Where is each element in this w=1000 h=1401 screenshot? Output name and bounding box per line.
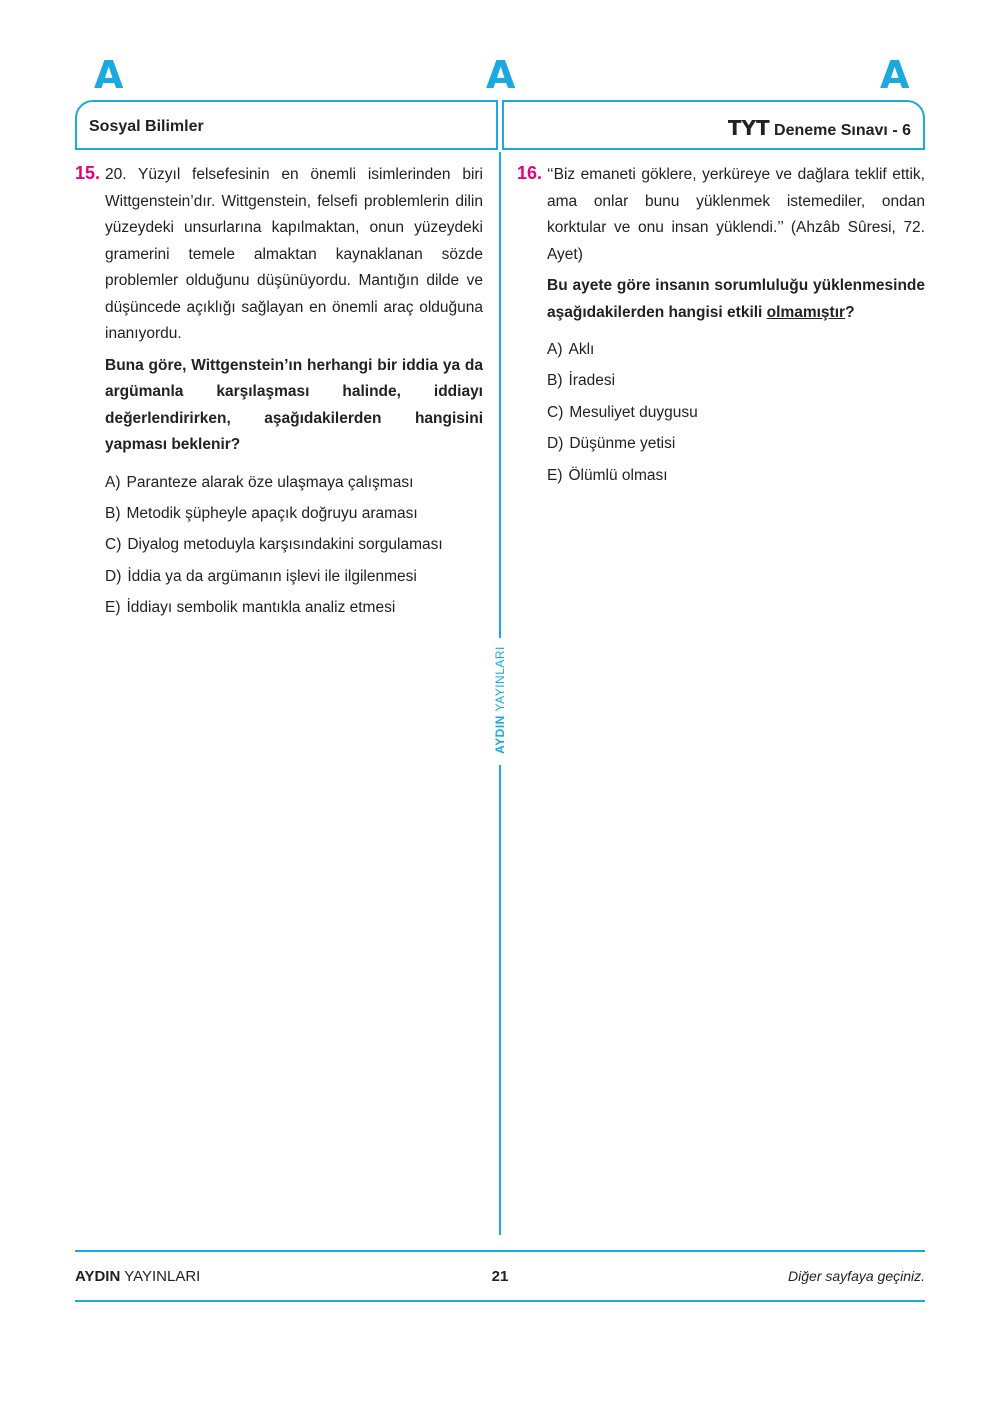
question-text: ‘‘Biz emaneti göklere, yerküreye ve dağlara teklif ettik, ama onlar bunu yüklenmek istemediler, ondan korktular ve onu insan yüklendi.’’ (Ahzâb Sûresi, 72. Ayet): [547, 166, 925, 263]
option-label: E): [105, 599, 121, 617]
exam-name: Deneme Sınavı - 6: [774, 122, 911, 139]
exam-prefix: TYT: [727, 116, 770, 140]
option-e[interactable]: [105, 592, 483, 623]
option-text: İddia ya da argümanın işlevi ile ilgilenmesi: [127, 567, 417, 585]
option-label: B): [105, 504, 121, 522]
footer-brand-bold: AYDIN: [75, 1268, 121, 1285]
question-stem: Buna göre, Wittgenstein’ın herhangi bir iddia ya da argümanla karşılaşması halinde, iddiayı değerlendirirken, aşağıdakilerden hangisini yapması beklenir?: [105, 356, 483, 453]
option-text: İddiayı sembolik mantıkla analiz etmesi: [126, 599, 396, 617]
option-label: C): [547, 403, 564, 421]
column-divider-top: [499, 152, 501, 638]
option-a[interactable]: [547, 334, 925, 365]
booklet-letter-left: A: [94, 53, 124, 97]
header-left-box: [75, 100, 498, 150]
stem-part: Bu ayete göre insanın sorumluluğu yüklenmesinde aşağıdakilerden hangisi etkili: [547, 277, 925, 321]
option-text: Metodik şüpheyle apaçık doğruyu araması: [126, 504, 418, 522]
option-a[interactable]: [105, 467, 483, 498]
next-page-note: Diğer sayfaya geçiniz.: [788, 1268, 925, 1284]
footer-line-top: [75, 1250, 925, 1252]
footer-brand: [75, 1268, 200, 1285]
stem-underlined: olmamıştır: [766, 303, 846, 321]
option-label: E): [547, 466, 563, 484]
option-text: Ölümlü olması: [568, 466, 668, 484]
side-brand-bold: AYDIN: [493, 715, 507, 754]
question-stem: [547, 273, 925, 326]
option-e[interactable]: [547, 460, 925, 491]
question-text: 20. Yüzyıl felsefesinin en önemli isimlerinden biri Wittgenstein’dır. Wittgenstein, felsefi problemlerin dilin yüzeydeki unsurlarına kapılmaktan, onun yüzeydeki gramerini temele almaktan kaynaklanan sözde problemler olduğunu düşünüyordu. Mantığın dilde ve düşüncede açıklığı sağlayan en önemli araç olduğuna inanıyordu.: [105, 166, 483, 342]
booklet-letter-right: A: [880, 53, 910, 97]
footer-brand-regular: YAYINLARI: [124, 1268, 201, 1285]
stem-end: ?: [845, 303, 855, 321]
option-label: C): [105, 536, 122, 554]
option-b[interactable]: [105, 498, 483, 529]
option-label: B): [547, 372, 563, 390]
option-text: Düşünme yetisi: [569, 435, 676, 453]
option-text: Mesuliyet duygusu: [569, 403, 698, 421]
column-divider-bottom: [499, 765, 501, 1235]
answer-options: [105, 467, 483, 624]
option-label: A): [105, 473, 121, 491]
option-label: D): [105, 567, 122, 585]
exam-title: [728, 116, 911, 140]
subject-title: Sosyal Bilimler: [89, 118, 204, 135]
booklet-letter-center: A: [486, 53, 516, 97]
option-text: Aklı: [568, 341, 595, 358]
option-c[interactable]: [547, 397, 925, 428]
option-label: D): [547, 435, 564, 453]
option-text: Diyalog metoduyla karşısındakini sorgulaması: [127, 536, 443, 554]
answer-options: [547, 334, 925, 491]
option-text: Paranteze alarak öze ulaşmaya çalışması: [126, 473, 414, 491]
option-label: A): [547, 341, 563, 358]
header-right-box: [502, 100, 925, 150]
option-d[interactable]: [105, 561, 483, 592]
option-text: İradesi: [568, 372, 616, 390]
footer-line-bottom: [75, 1300, 925, 1302]
page-number: 21: [491, 1268, 509, 1285]
question-16: [547, 162, 925, 491]
side-brand-regular: YAYINLARI: [493, 646, 507, 712]
option-c[interactable]: [105, 529, 483, 560]
option-d[interactable]: [547, 428, 925, 459]
question-number: 16.: [517, 163, 543, 183]
question-15: [105, 162, 483, 623]
option-b[interactable]: [547, 365, 925, 396]
question-number: 15.: [75, 163, 101, 183]
